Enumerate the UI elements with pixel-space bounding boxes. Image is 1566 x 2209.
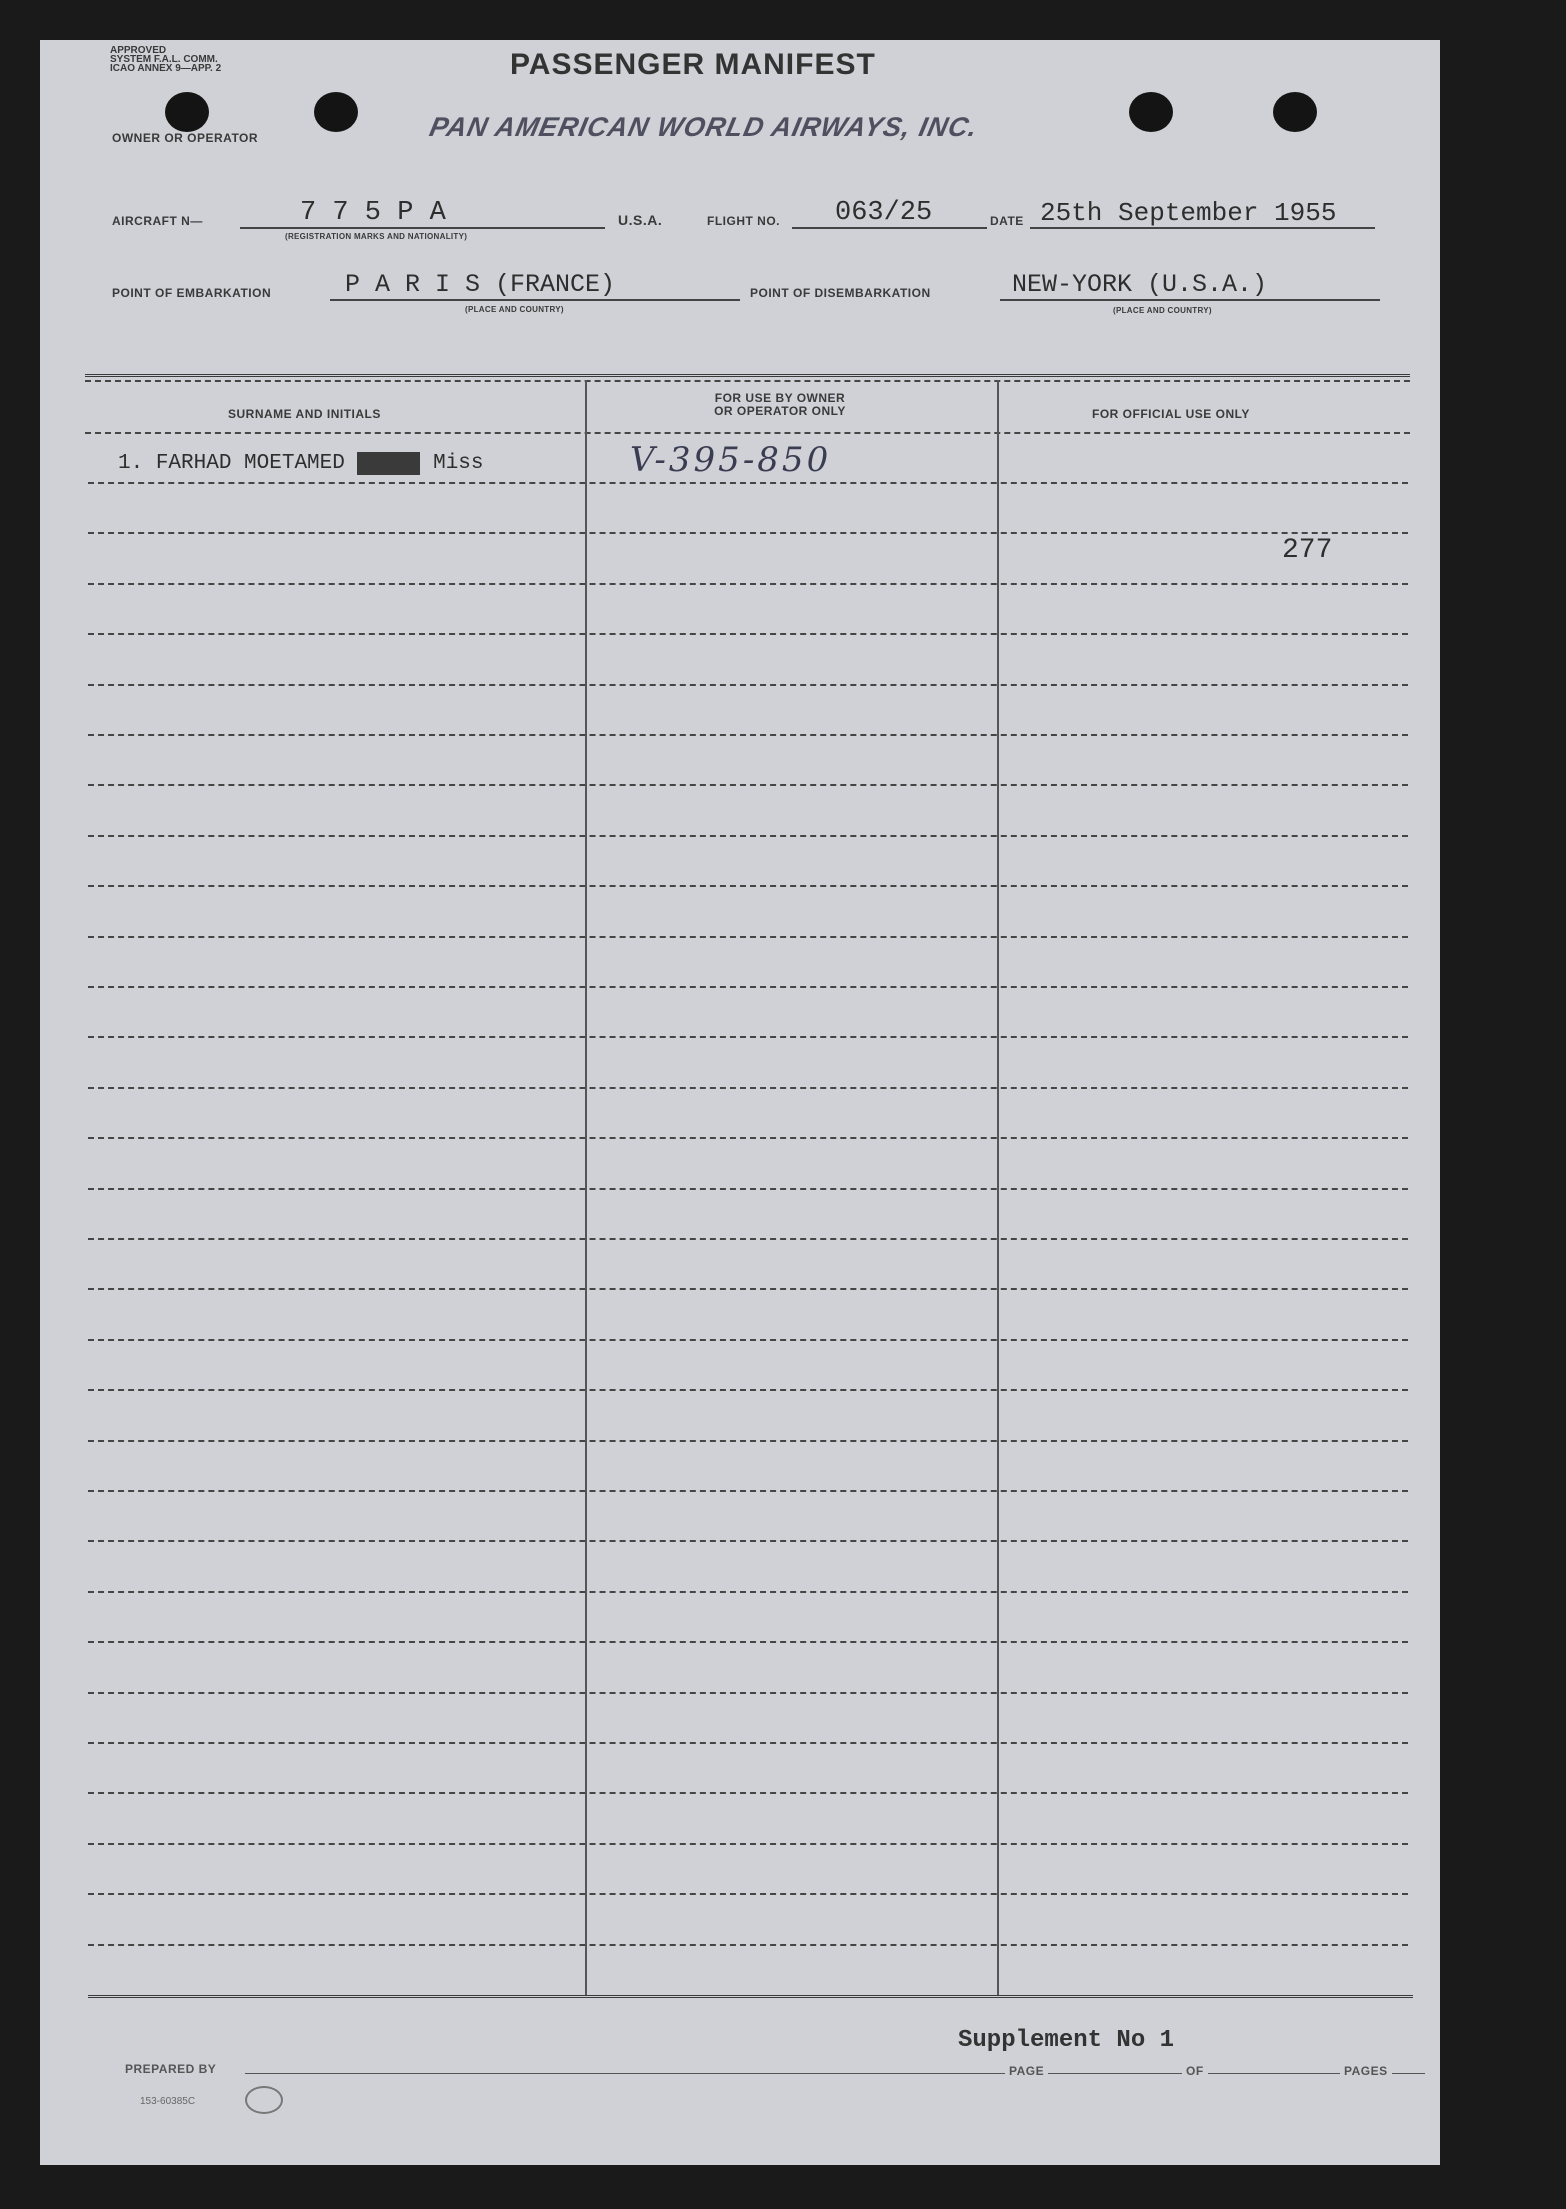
page-label: PAGE bbox=[1005, 2064, 1048, 2078]
disembark-sublabel: (PLACE AND COUNTRY) bbox=[1113, 306, 1212, 315]
of-label: OF bbox=[1182, 2064, 1208, 2078]
prepared-by-label: PREPARED BY bbox=[125, 2062, 217, 2076]
header-divider bbox=[85, 432, 1410, 434]
punch-hole bbox=[165, 92, 209, 132]
table-row-line bbox=[88, 1792, 1408, 1794]
table-row-line bbox=[88, 1137, 1408, 1139]
col-owner-header-line1: FOR USE BY OWNER bbox=[714, 391, 846, 405]
disembark-underline bbox=[1000, 299, 1380, 301]
col-surname-header: SURNAME AND INITIALS bbox=[228, 407, 381, 421]
aircraft-value: 7 7 5 P A bbox=[300, 198, 446, 228]
entry-number: 1. bbox=[118, 452, 144, 475]
table-row-line bbox=[88, 1843, 1408, 1845]
aircraft-sublabel: (REGISTRATION MARKS AND NATIONALITY) bbox=[285, 232, 468, 241]
disembark-value: NEW-YORK (U.S.A.) bbox=[1012, 270, 1268, 299]
table-row-line bbox=[88, 1238, 1408, 1240]
date-label: DATE bbox=[990, 214, 1024, 228]
supplement-text: Supplement No 1 bbox=[958, 2027, 1175, 2054]
table-top-border bbox=[85, 374, 1410, 377]
punch-hole bbox=[1129, 92, 1173, 132]
table-row-line bbox=[88, 936, 1408, 938]
passenger-entry bbox=[118, 452, 484, 475]
column-divider bbox=[997, 380, 999, 1995]
col-official-header: FOR OFFICIAL USE ONLY bbox=[1092, 407, 1250, 421]
table-row-line bbox=[88, 734, 1408, 736]
punch-hole bbox=[314, 92, 358, 132]
flight-date: 25th September 1955 bbox=[1040, 198, 1337, 228]
approval-line: ICAO ANNEX 9—APP. 2 bbox=[110, 63, 222, 74]
table-bottom-border bbox=[88, 1995, 1413, 1998]
embark-sublabel: (PLACE AND COUNTRY) bbox=[465, 305, 564, 314]
table-row-line bbox=[88, 1389, 1408, 1391]
table-row-line bbox=[88, 1288, 1408, 1290]
entry-suffix: Miss bbox=[433, 452, 484, 475]
manifest-sheet bbox=[40, 40, 1440, 2165]
column-divider bbox=[585, 380, 587, 1995]
table-row-line bbox=[88, 684, 1408, 686]
flight-label: FLIGHT NO. bbox=[707, 214, 780, 228]
table-row-line bbox=[88, 583, 1408, 585]
table-row-line bbox=[88, 1641, 1408, 1643]
table-row-line bbox=[88, 1591, 1408, 1593]
handwritten-code: V-395-850 bbox=[630, 440, 832, 480]
prepared-by-line bbox=[245, 2073, 1425, 2074]
usa-label: U.S.A. bbox=[618, 212, 663, 228]
approval-line: SYSTEM F.A.L. COMM. bbox=[110, 54, 218, 65]
table-row-line bbox=[88, 885, 1408, 887]
table-row-line bbox=[88, 633, 1408, 635]
table-row-line bbox=[88, 1893, 1408, 1895]
union-label-seal bbox=[245, 2086, 283, 2114]
approval-block bbox=[110, 46, 221, 73]
table-row-line bbox=[88, 532, 1408, 534]
form-number: 153-60385C bbox=[140, 2096, 196, 2107]
operator-name: PAN AMERICAN WORLD AIRWAYS, INC. bbox=[426, 112, 981, 142]
table-row-line bbox=[88, 1188, 1408, 1190]
table-row-line bbox=[88, 482, 1408, 484]
passenger-name: FARHAD MOETAMED bbox=[155, 452, 345, 475]
table-row-line bbox=[88, 1036, 1408, 1038]
embark-underline bbox=[330, 299, 740, 301]
table-row-line bbox=[88, 1742, 1408, 1744]
struck-out-text: MMMMM bbox=[357, 452, 421, 475]
col-owner-header-line2: OR OPERATOR ONLY bbox=[714, 404, 846, 418]
approval-line: APPROVED bbox=[110, 45, 167, 56]
table-row-line bbox=[88, 784, 1408, 786]
table-row-line bbox=[88, 1692, 1408, 1694]
table-row-line bbox=[88, 835, 1408, 837]
table-row-line bbox=[88, 1087, 1408, 1089]
pages-label: PAGES bbox=[1340, 2064, 1392, 2078]
aircraft-label: AIRCRAFT N— bbox=[112, 214, 203, 228]
table-row-line bbox=[88, 986, 1408, 988]
disembark-label: POINT OF DISEMBARKATION bbox=[750, 286, 931, 300]
table-top-border bbox=[85, 380, 1410, 382]
embark-label: POINT OF EMBARKATION bbox=[112, 286, 272, 300]
page-title: PASSENGER MANIFEST bbox=[510, 48, 876, 81]
official-number: 277 bbox=[1282, 535, 1333, 566]
flight-number: 063/25 bbox=[835, 198, 933, 228]
table-row-line bbox=[88, 1440, 1408, 1442]
table-row-line bbox=[88, 1339, 1408, 1341]
table-row-line bbox=[88, 1540, 1408, 1542]
table-row-line bbox=[88, 1944, 1408, 1946]
embark-value: P A R I S (FRANCE) bbox=[345, 270, 616, 299]
owner-label: OWNER OR OPERATOR bbox=[112, 131, 259, 145]
table-row-line bbox=[88, 1490, 1408, 1492]
punch-hole bbox=[1273, 92, 1317, 132]
col-owner-header bbox=[660, 392, 900, 418]
